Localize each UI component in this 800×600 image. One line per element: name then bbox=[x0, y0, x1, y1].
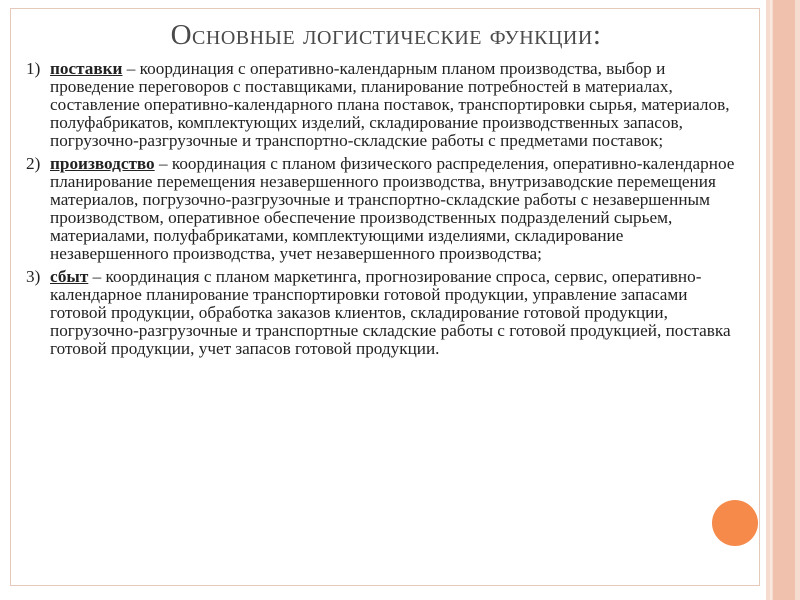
functions-list bbox=[26, 60, 746, 363]
item-term: сбыт bbox=[50, 267, 89, 286]
list-item-production bbox=[26, 155, 746, 263]
item-number: 2) bbox=[26, 154, 41, 173]
list-item-sales bbox=[26, 268, 746, 358]
item-term: производство bbox=[50, 154, 155, 173]
item-number: 3) bbox=[26, 267, 41, 286]
decorative-circle-icon bbox=[712, 500, 758, 546]
right-stripe-band bbox=[773, 0, 795, 600]
item-description: – координация с оперативно-календарным планом производства, выбор и проведение переговоров с поставщиками, планирование потребностей в материалах, составление оперативно-календарного плана поставок, транспортировки сырья, материалов, полуфабрикатов, комплектующих изделий, складирование производственных запасов, погрузочно-разгрузочные и транспортно-складские работы с предметами поставок; bbox=[50, 59, 730, 150]
right-stripe-highlight bbox=[770, 0, 772, 600]
item-description: – координация с планом маркетинга, прогнозирование спроса, сервис, оперативно-календарное планирование транспортировки готовой продукции, управление запасами готовой продукции, обработка заказов клиентов, складирование готовой продукции, погрузочно-разгрузочные и транспортные складские работы с готовой продукцией, поставка готовой продукции, учет запасов готовой продукции. bbox=[50, 267, 731, 358]
item-term: поставки bbox=[50, 59, 123, 78]
item-description: – координация с планом физического распределения, оперативно-календарное планирование перемещения незавершенного производства, внутризаводские перемещения материалов, погрузочно-разгрузочные и транспортно-складские работы с незавершенным производством, оперативное обеспечение производственных подразделений сырьем, материалами, полуфабрикатами, комплектующими изделиями, складирование незавершенного производства, учет незавершенного производства; bbox=[50, 154, 735, 263]
item-number: 1) bbox=[26, 59, 41, 78]
list-item-supply bbox=[26, 60, 746, 150]
slide-title: Основные логистические функции: bbox=[170, 19, 602, 51]
